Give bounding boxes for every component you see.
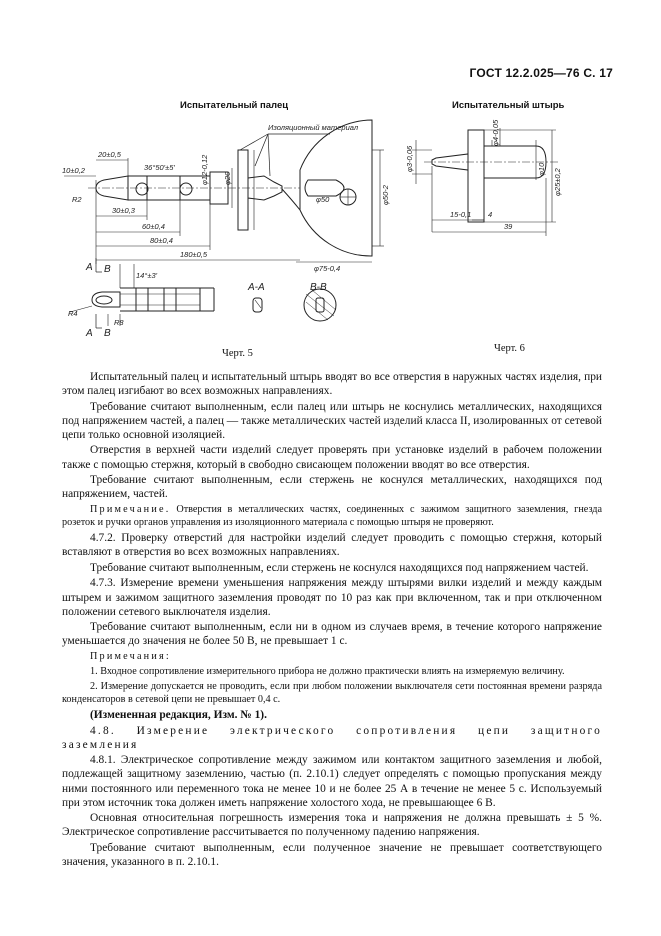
label-d20: 20±0,5	[98, 150, 121, 159]
paragraph: Требование считают выполненным, если стержень не коснулся металлических, находящихся под напряжением, частей.	[62, 474, 602, 501]
technical-drawings	[0, 0, 661, 370]
label-section-a-top: А	[86, 262, 93, 273]
note-paragraph	[62, 503, 602, 530]
label-d50r: φ50-2	[381, 185, 390, 205]
label-pin-d4: φ4-0,05	[491, 119, 500, 146]
fig6-pin-view	[412, 128, 560, 236]
note-label: Примечание.	[90, 503, 171, 515]
label-d30: 30±0,3	[112, 206, 135, 215]
label-pin-d4b: 4	[488, 210, 493, 219]
fig5-disc-view	[296, 120, 384, 262]
label-d10: 10±0,2	[62, 166, 85, 175]
page-header: ГОСТ 12.2.025—76 С. 17	[469, 66, 613, 80]
label-d14: 14°±3'	[136, 271, 158, 280]
label-section-b-bottom: В	[104, 328, 111, 339]
label-d50: φ50	[316, 195, 330, 204]
label-d12: φ12-0,12	[200, 154, 209, 185]
paragraph: Требование считают выполненным, если ни в одном из случаев время, в течение которого напряжение уменьшается до значения не более 50 В, не превышает 1 с.	[62, 621, 602, 648]
fig6-title: Испытательный штырь	[452, 100, 565, 111]
paragraph: Основная относительная погрешность измерения тока и напряжения не должна превышать ± 5 %. Электрическое сопротивление рассчитывается по полученному падению напряжения.	[62, 812, 602, 839]
label-r4: R4	[68, 309, 78, 318]
label-r8: R8	[114, 318, 124, 327]
label-pin-d3: φ3-0,06	[405, 145, 414, 172]
label-angle: 36°50'±5'	[144, 163, 175, 172]
label-d180: 180±0,5	[180, 250, 208, 259]
note-text: Отверстия в металлических частях, соединенных с зажимом защитного заземления, гнезда розеток и ручки органов управления из изоляционного материала с помощью штыря не проверяют.	[62, 503, 602, 529]
body-text	[62, 370, 602, 871]
note-item: 2. Измерение допускается не проводить, если при любом положении выключателя сети постоянная времени разряда конденсаторов в сетевой цепи не превышает 0,4 с.	[62, 680, 602, 706]
fig5-caption: Черт. 5	[222, 348, 253, 359]
fig5-sections	[253, 289, 336, 321]
label-aa: А-А	[248, 282, 265, 293]
label-d20v: φ20	[223, 171, 232, 185]
paragraph: 4.7.3. Измерение времени уменьшения напряжения между штырями вилки изделий и между каждым штырем и зажимом защитного заземления проводят по 10 раз как при включенном, так и при отключенном положении сетевого выключателя изделия.	[62, 577, 602, 618]
paragraph: Испытательный палец и испытательный штырь вводят во все отверстия в наружных частях изделия, при этом палец изгибают во всех возможных направлениях.	[62, 371, 602, 398]
label-pin-d15: 15-0,1	[450, 210, 472, 219]
note-item: 1. Входное сопротивление измерительного прибора не должно практически влиять на измеряемую величину.	[90, 665, 565, 677]
amendment-note: (Измененная редакция, Изм. № 1).	[90, 709, 267, 722]
paragraph: Отверстия в верхней части изделий следует проверять при установке изделий в рабочем положении также с помощью стержня, который в свободно свисающем положении вводят во все отверстия.	[62, 444, 602, 471]
label-pin-d25: φ25±0,2	[553, 168, 562, 196]
label-section-b-top: В	[104, 264, 111, 275]
section-heading: 4.8. Измерение электрического сопротивления цепи защитного заземления	[62, 724, 602, 751]
paragraph: Требование считают выполненным, если стержень не коснулся находящихся под напряжением частей.	[90, 561, 589, 574]
label-pin-d10: φ10	[537, 162, 546, 176]
paragraph: 4.8.1. Электрическое сопротивление между зажимом или контактом защитного заземления и любой, подлежащей защитному заземлению, частью (п. 2.10.1) следует определять с помощью пропускания между ними постоянного или переменного тока не менее 10 и не более 25 А в течение не менее 5 с. Используемый при этом источник тока должен иметь напряжение холостого хода, не превышающее 6 В.	[62, 754, 602, 809]
label-section-a-bottom: А	[86, 328, 93, 339]
label-d60: 60±0,4	[142, 222, 165, 231]
paragraph: Требование считают выполненным, если полученное значение не превышает соответствующего значения, указанного в п. 2.10.1.	[62, 841, 602, 868]
fig6-caption: Черт. 6	[494, 343, 525, 354]
label-r2: R2	[72, 195, 82, 204]
label-bb: В-В	[310, 282, 327, 293]
label-d80: 80±0,4	[150, 236, 173, 245]
label-insulating: Изоляционный материал	[268, 123, 359, 132]
label-d75: φ75-0,4	[314, 264, 341, 273]
paragraph: 4.7.2. Проверку отверстий для настройки изделий следует проводить с помощью стержня, который вставляют в отверстия во всех возможных направлениях.	[62, 532, 602, 559]
label-pin-d39: 39	[504, 222, 513, 231]
notes-heading: Примечания:	[90, 650, 171, 662]
paragraph: Требование считают выполненным, если палец или штырь не коснулись металлических, находящихся под напряжением частей, а палец — также металлических частей изделий класса II, изолированных от сетевой цепи только основной изоляцией.	[62, 400, 602, 441]
fig5-title: Испытательный палец	[180, 100, 289, 111]
